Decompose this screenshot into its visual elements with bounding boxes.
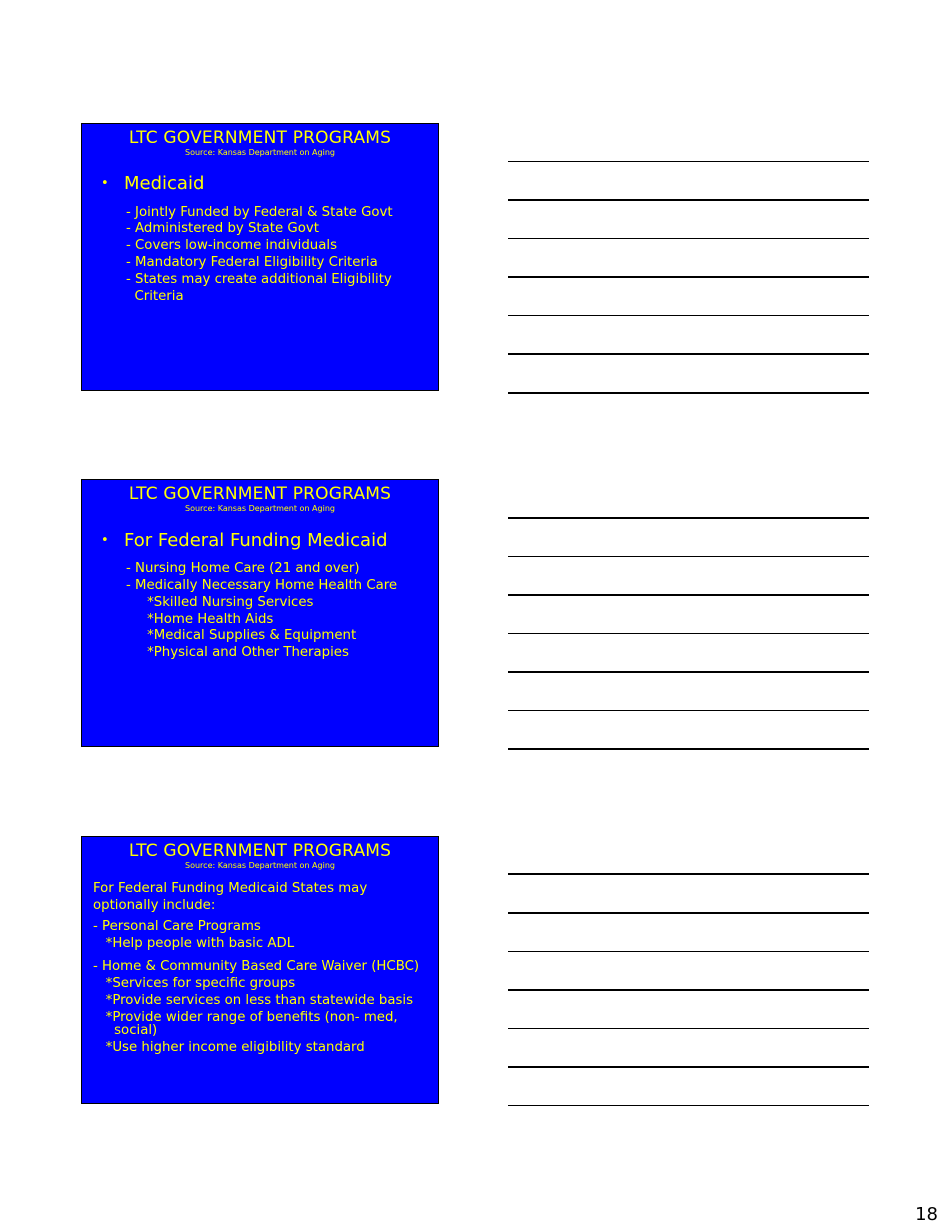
body-line: For Federal Funding Medicaid States may [93, 881, 368, 896]
note-line [508, 748, 869, 750]
slide-2 [81, 479, 439, 747]
note-line [508, 238, 869, 239]
slide-3 [81, 836, 439, 1104]
body-line: optionally include: [93, 898, 216, 913]
note-line [508, 594, 869, 596]
sub-line: *Medical Supplies & Equipment [126, 628, 357, 643]
note-line [508, 199, 869, 201]
note-line [508, 710, 869, 711]
note-line [508, 556, 869, 557]
bullet-item [101, 530, 388, 552]
note-line [508, 1105, 869, 1106]
body-line: *Help people with basic ADL [93, 936, 295, 951]
note-line [508, 873, 869, 875]
slide-source: Source: Kansas Department on Aging [185, 148, 335, 157]
note-line [508, 517, 869, 519]
sub-line: - Administered by State Govt [126, 221, 319, 236]
sub-line: - Mandatory Federal Eligibility Criteria [126, 255, 378, 270]
bullet-icon: • [101, 533, 109, 548]
note-line [508, 989, 869, 991]
slide-title: LTC GOVERNMENT PROGRAMS [128, 484, 392, 504]
bullet-text: Medicaid [124, 173, 205, 194]
sub-line: - Jointly Funded by Federal & State Govt [126, 205, 393, 220]
sub-line: *Physical and Other Therapies [126, 645, 349, 660]
note-line [508, 671, 869, 673]
sub-line: *Home Health Aids [126, 612, 274, 627]
slide-1 [81, 123, 439, 391]
body-line: *Use higher income eligibility standard [93, 1040, 365, 1055]
bullet-icon: • [101, 176, 109, 191]
body-line: *Services for specific groups [93, 976, 296, 991]
slide-title: LTC GOVERNMENT PROGRAMS [128, 128, 392, 148]
slide-title: LTC GOVERNMENT PROGRAMS [128, 841, 392, 861]
note-line [508, 633, 869, 634]
note-line [508, 951, 869, 952]
note-line [508, 161, 869, 162]
bullet-item [101, 173, 204, 195]
note-line [508, 1066, 869, 1068]
body-line: *Provide services on less than statewide basis [93, 993, 414, 1008]
slide-source: Source: Kansas Department on Aging [185, 861, 335, 870]
sub-line: Criteria [126, 289, 184, 304]
sub-line: - Covers low-income individuals [126, 238, 338, 253]
note-line [508, 315, 869, 316]
note-line [508, 353, 869, 355]
note-line [508, 1028, 869, 1029]
bullet-text: For Federal Funding Medicaid [124, 530, 388, 551]
sub-line: - Nursing Home Care (21 and over) [126, 561, 360, 576]
sub-line: *Skilled Nursing Services [126, 595, 314, 610]
body-line: - Personal Care Programs [93, 919, 261, 934]
body-line: *Provide wider range of benefits (non- med, [93, 1010, 398, 1025]
slide-source: Source: Kansas Department on Aging [185, 504, 335, 513]
note-line [508, 392, 869, 394]
sub-line: - Medically Necessary Home Health Care [126, 578, 398, 593]
body-line: social) [93, 1023, 158, 1038]
note-line [508, 912, 869, 914]
note-line [508, 276, 869, 278]
page-number: 18 [915, 1204, 938, 1225]
sub-line: - States may create additional Eligibility [126, 272, 392, 287]
body-line: - Home & Community Based Care Waiver (HCBC) [93, 959, 420, 974]
